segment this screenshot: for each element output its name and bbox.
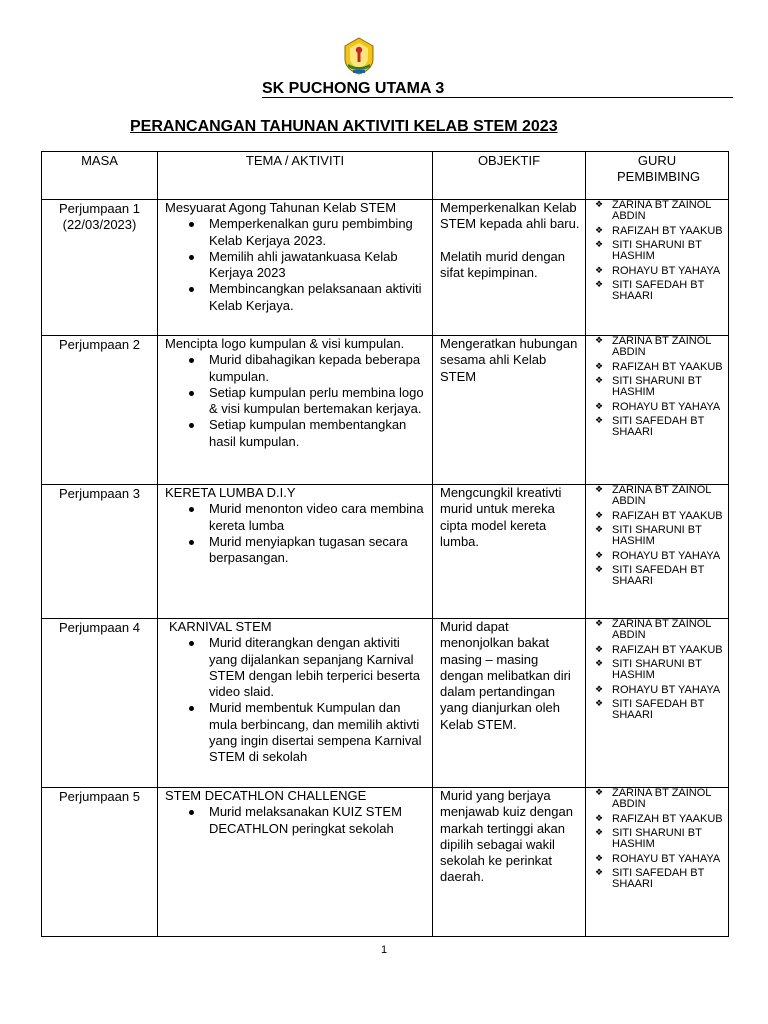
session-label: Perjumpaan 4	[59, 620, 140, 635]
activity-item: Murid melaksanakan KUIZ STEM DECATHLON peringkat sekolah	[209, 804, 428, 837]
cell-guru	[586, 485, 729, 619]
cell-guru	[586, 619, 729, 788]
school-crest-icon	[342, 37, 376, 75]
teacher-name: ❖ ROHAYU BT YAHAYA	[612, 551, 726, 562]
cell-guru	[586, 788, 729, 937]
teacher-name: ❖ SITI SAFEDAH BT SHAARI	[612, 699, 726, 721]
activity-title: STEM DECATHLON CHALLENGE	[165, 788, 367, 803]
table-row	[42, 336, 729, 485]
teacher-name: ❖ ROHAYU BT YAHAYA	[612, 685, 726, 696]
cell-masa	[42, 336, 158, 485]
teacher-name: ❖ RAFIZAH BT YAAKUB	[612, 645, 726, 656]
teacher-name: ❖ ROHAYU BT YAHAYA	[612, 402, 726, 413]
teacher-list	[595, 336, 726, 438]
cell-tema	[158, 200, 433, 336]
teacher-name: ❖ ZARINA BT ZAINOL ABDIN	[612, 619, 726, 641]
cell-tema	[158, 788, 433, 937]
cell-objektif	[433, 619, 586, 788]
activity-title: KERETA LUMBA D.I.Y	[165, 485, 296, 500]
table-row	[42, 619, 729, 788]
activity-plan-table	[41, 151, 729, 937]
activity-item: Murid menonton video cara membina kereta lumba	[209, 501, 428, 534]
teacher-name: ❖ SITI SAFEDAH BT SHAARI	[612, 565, 726, 587]
session-label: Perjumpaan 5	[59, 789, 140, 804]
teacher-name: ❖ SITI SHARUNI BT HASHIM	[612, 525, 726, 547]
teacher-name: ❖ RAFIZAH BT YAAKUB	[612, 362, 726, 373]
activity-list	[165, 635, 428, 765]
objective-text: Memperkenalkan Kelab STEM kepada ahli baru.	[440, 200, 580, 232]
cell-tema	[158, 619, 433, 788]
teacher-name: ❖ ZARINA BT ZAINOL ABDIN	[612, 485, 726, 507]
activity-list	[165, 501, 428, 566]
cell-objektif	[433, 788, 586, 937]
teacher-name: ❖ SITI SHARUNI BT HASHIM	[612, 659, 726, 681]
column-header-guru	[586, 152, 729, 200]
objective-text: Mengeratkan hubungan sesama ahli Kelab STEM	[440, 336, 578, 384]
table-row	[42, 485, 729, 619]
teacher-name: ❖ RAFIZAH BT YAAKUB	[612, 511, 726, 522]
cell-objektif	[433, 485, 586, 619]
teacher-list	[595, 200, 726, 302]
activity-item: Murid menyiapkan tugasan secara berpasangan.	[209, 534, 428, 567]
activity-item: Setiap kumpulan membentangkan hasil kumpulan.	[209, 417, 428, 450]
activity-title: Mencipta logo kumpulan & visi kumpulan.	[165, 336, 405, 351]
activity-title: Mesyuarat Agong Tahunan Kelab STEM	[165, 200, 397, 215]
objective-text: Murid dapat menonjolkan bakat masing – masing dengan melibatkan diri dalam pertandingan yang dianjurkan oleh Kelab STEM.	[440, 619, 571, 732]
teacher-name: ❖ SITI SHARUNI BT HASHIM	[612, 376, 726, 398]
teacher-list	[595, 619, 726, 721]
activity-item: Murid dibahagikan kepada beberapa kumpulan.	[209, 352, 428, 385]
cell-tema	[158, 485, 433, 619]
teacher-name: ❖ RAFIZAH BT YAAKUB	[612, 814, 726, 825]
activity-item: Membincangkan pelaksanaan aktiviti Kelab Kerjaya.	[209, 281, 428, 314]
cell-masa	[42, 200, 158, 336]
objective-text: Murid yang berjaya menjawab kuiz dengan markah tertinggi akan dipilih sebagai wakil sekolah ke perinkat daerah.	[440, 788, 573, 885]
activity-item: Setiap kumpulan perlu membina logo & visi kumpulan bertemakan kerjaya.	[209, 385, 428, 418]
page-number: 1	[380, 944, 388, 956]
activity-item: Memperkenalkan guru pembimbing Kelab Kerjaya 2023.	[209, 216, 428, 249]
teacher-list	[595, 788, 726, 890]
teacher-name: ❖ ROHAYU BT YAHAYA	[612, 854, 726, 865]
objective-text: Mengcungkil kreativti murid untuk mereka cipta model kereta lumba.	[440, 485, 562, 549]
session-label: Perjumpaan 1	[59, 201, 140, 216]
teacher-name: ❖ SITI SHARUNI BT HASHIM	[612, 240, 726, 262]
teacher-name: ❖ ZARINA BT ZAINOL ABDIN	[612, 200, 726, 222]
teacher-name: ❖ RAFIZAH BT YAAKUB	[612, 226, 726, 237]
cell-guru	[586, 336, 729, 485]
activity-item: Murid membentuk Kumpulan dan mula berbincang, dan memilih aktivti yang ingin disertai sempena Karnival STEM di sekolah	[209, 700, 428, 765]
cell-objektif	[433, 336, 586, 485]
teacher-name: ❖ ZARINA BT ZAINOL ABDIN	[612, 788, 726, 810]
activity-item: Murid diterangkan dengan aktiviti yang dijalankan sepanjang Karnival STEM dengan lebih terperici beserta video slaid.	[209, 635, 428, 700]
table-row	[42, 200, 729, 336]
table-row	[42, 788, 729, 937]
activity-item: Memilih ahli jawatankuasa Kelab Kerjaya 2023	[209, 249, 428, 282]
activity-list	[165, 352, 428, 450]
session-date: (22/03/2023)	[62, 217, 137, 233]
cell-tema	[158, 336, 433, 485]
cell-objektif	[433, 200, 586, 336]
table-header-row	[42, 152, 729, 200]
column-header-tema: TEMA / AKTIVITI	[158, 152, 433, 200]
teacher-name: ❖ ROHAYU BT YAHAYA	[612, 266, 726, 277]
column-header-objektif: OBJEKTIF	[433, 152, 586, 200]
activity-list	[165, 216, 428, 314]
cell-masa	[42, 788, 158, 937]
cell-guru	[586, 200, 729, 336]
activity-title: KARNIVAL STEM	[169, 619, 272, 634]
document-title: PERANCANGAN TAHUNAN AKTIVITI KELAB STEM 2023	[130, 118, 558, 135]
school-name: SK PUCHONG UTAMA 3	[262, 79, 733, 98]
column-header-masa: MASA	[42, 152, 158, 200]
session-label: Perjumpaan 2	[59, 337, 140, 352]
teacher-name: ❖ SITI SAFEDAH BT SHAARI	[612, 868, 726, 890]
teacher-name: ❖ SITI SAFEDAH BT SHAARI	[612, 416, 726, 438]
cell-masa	[42, 485, 158, 619]
objective-text: Melatih murid dengan sifat kepimpinan.	[440, 248, 566, 280]
session-label: Perjumpaan 3	[59, 486, 140, 501]
teacher-name: ❖ ZARINA BT ZAINOL ABDIN	[612, 336, 726, 358]
column-header-guru-label: GURU PEMBIMBING	[617, 153, 701, 185]
activity-list	[165, 804, 428, 837]
cell-masa	[42, 619, 158, 788]
teacher-list	[595, 485, 726, 587]
teacher-name: ❖ SITI SHARUNI BT HASHIM	[612, 828, 726, 850]
teacher-name: ❖ SITI SAFEDAH BT SHAARI	[612, 280, 726, 302]
